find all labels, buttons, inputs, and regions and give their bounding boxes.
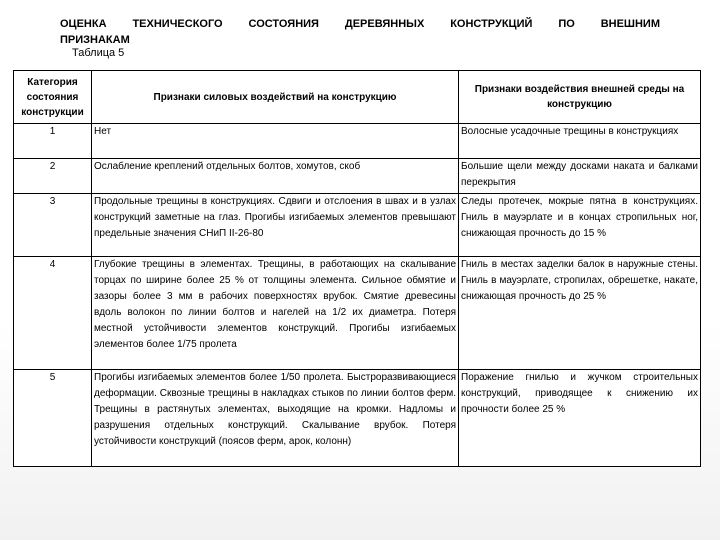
table-header-row: [14, 71, 701, 124]
table-caption: Таблица 5: [72, 47, 125, 59]
cell-environment-signs: Волосные усадочные трещины в конструкциях: [459, 124, 701, 159]
cell-force-signs: Продольные трещины в конструкциях. Сдвиги и отслоения в швах и в узлах конструкций заметные на глаз. Прогибы изгибаемых элементов превышают предельные значения СНиП II-26-80: [92, 194, 459, 257]
cell-category: 4: [14, 257, 92, 370]
cell-force-signs: Глубокие трещины в элементах. Трещины, в работающих на скалывание торцах по ширине более 25 % от толщины элемента. Сильное обмятие и зазоры более 3 мм в рабочих поверхностях врубок. Смятие древесины вдоль волокон по линии болтов и нагелей на 1/2 их диаметра. Потеря местной устойчивости элементов конструкций. Прогибы изгибаемых элементов более 1/75 пролета: [92, 257, 459, 370]
cell-force-signs: Ослабление креплений отдельных болтов, хомутов, скоб: [92, 159, 459, 194]
table-row: [14, 257, 701, 370]
page-title-line2: ПРИЗНАКАМ: [60, 34, 130, 46]
cell-environment-signs: Большие щели между досками наката и балками перекрытия: [459, 159, 701, 194]
header-environment-signs: Признаки воздействия внешней среды на конструкцию: [459, 71, 701, 124]
cell-category: 1: [14, 124, 92, 159]
page-title: [60, 16, 660, 48]
condition-table: [13, 70, 701, 467]
cell-environment-signs: Следы протечек, мокрые пятна в конструкциях. Гниль в мауэрлате и в концах стропильных ног, снижающая прочность до 15 %: [459, 194, 701, 257]
table-row: [14, 159, 701, 194]
header-force-signs: Признаки силовых воздействий на конструкцию: [92, 71, 459, 124]
table-row: [14, 194, 701, 257]
cell-category: 3: [14, 194, 92, 257]
cell-category: 2: [14, 159, 92, 194]
page-title-line1: ОЦЕНКА ТЕХНИЧЕСКОГО СОСТОЯНИЯ ДЕРЕВЯННЫХ КОНСТРУКЦИЙ ПО ВНЕШНИМ: [60, 18, 660, 30]
cell-force-signs: Прогибы изгибаемых элементов более 1/50 пролета. Быстроразвивающиеся деформации. Сквозные трещины в накладках стыков по линии болтов ферм. Трещины в растянутых элементах, выходящие на кромки. Надломы и разрушения отдельных конструкций. Скалывание врубок. Потеря устойчивости конструкций (поясов ферм, арок, колонн): [92, 370, 459, 467]
cell-environment-signs: Гниль в местах заделки балок в наружные стены. Гниль в мауэрлате, стропилах, обрешетке, накате, снижающая прочность до 25 %: [459, 257, 701, 370]
cell-force-signs: Нет: [92, 124, 459, 159]
table-row: [14, 370, 701, 467]
header-category: Категория состояния конструкции: [14, 71, 92, 124]
table-row: [14, 124, 701, 159]
cell-environment-signs: Поражение гнилью и жучком строительных конструкций, приводящее к снижению их прочности более 25 %: [459, 370, 701, 467]
cell-category: 5: [14, 370, 92, 467]
